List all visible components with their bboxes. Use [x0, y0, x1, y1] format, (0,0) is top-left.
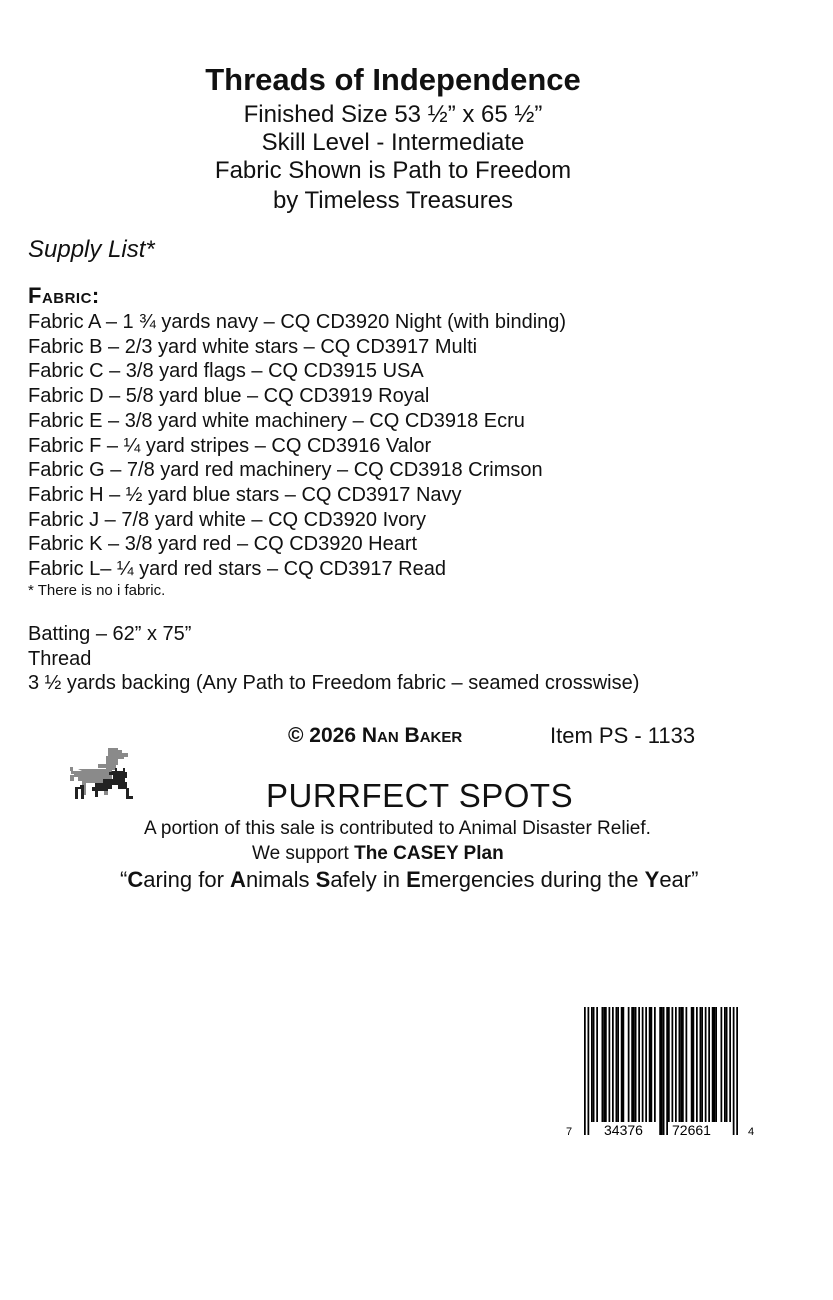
other-supplies-list — [28, 622, 639, 696]
barcode-bar — [649, 1007, 651, 1122]
barcode-bar — [663, 1007, 665, 1135]
barcode-digit-left: 7 — [566, 1126, 573, 1138]
barcode-bar — [736, 1007, 738, 1135]
pattern-title: Threads of Independence — [205, 62, 581, 97]
casey-text: nimals — [245, 867, 316, 892]
skill-level: Skill Level - Intermediate — [261, 129, 525, 156]
barcode-bar — [621, 1007, 623, 1122]
barcode-bar — [612, 1007, 614, 1122]
casey-text: afely in — [330, 867, 407, 892]
barcode-bar — [715, 1007, 717, 1122]
barcode-bar — [617, 1007, 619, 1122]
upc-barcode — [564, 1005, 759, 1140]
barcode-bar — [726, 1007, 728, 1122]
fabric-item: Fabric G – 7/8 yard red machinery – CQ CD3918 Crimson — [28, 459, 543, 482]
barcode-bar — [724, 1007, 726, 1122]
barcode-bar — [693, 1007, 695, 1122]
barcode-bar — [609, 1007, 611, 1122]
barcode-bar — [584, 1007, 586, 1135]
barcode-digits-group1: 34376 — [604, 1122, 643, 1138]
barcode-bar — [721, 1007, 723, 1122]
fabric-item: Fabric L– ¼ yard red stars – CQ CD3917 Read — [28, 558, 446, 581]
casey-text: ear” — [659, 867, 699, 892]
barcode-bar — [733, 1007, 735, 1135]
barcode-bar — [596, 1007, 598, 1122]
casey-text: “ — [120, 867, 128, 892]
fabric-item: Fabric J – 7/8 yard white – CQ CD3920 Ivory — [28, 508, 426, 531]
casey-text: aring for — [143, 867, 231, 892]
fabric-item: Fabric H – ½ yard blue stars – CQ CD3917 Navy — [28, 483, 462, 506]
barcode-bar — [714, 1007, 716, 1122]
barcode-bar — [712, 1007, 714, 1122]
barcode-bar — [659, 1007, 661, 1135]
fabric-item: Fabric E – 3/8 yard white machinery – CQ CD3918 Ecru — [28, 409, 525, 432]
barcode-bar — [591, 1007, 593, 1122]
barcode-bar — [729, 1007, 731, 1122]
fabric-item: Fabric D – 5/8 yard blue – CQ CD3919 Royal — [28, 385, 430, 408]
barcode-bar — [680, 1007, 682, 1122]
fabric-item: Fabric K – 3/8 yard red – CQ CD3920 Heart — [28, 533, 418, 556]
barcode-bar — [701, 1007, 703, 1122]
barcode-bar — [638, 1007, 640, 1122]
supply-list-heading: Supply List* — [28, 236, 155, 263]
barcode-bar — [631, 1007, 633, 1122]
barcode-bar — [593, 1007, 595, 1122]
casey-letter: C — [127, 867, 144, 892]
support-prefix: We support — [252, 843, 355, 864]
brand-name: PURRFECT SPOTS — [266, 777, 574, 814]
fabric-item: Fabric C – 3/8 yard flags – CQ CD3915 USA — [28, 360, 424, 383]
fabric-list — [28, 310, 566, 582]
finished-size: Finished Size 53 ½” x 65 ½” — [243, 101, 543, 128]
barcode-bars — [584, 1007, 738, 1135]
barcode-bar — [682, 1007, 684, 1122]
fabric-item: Fabric B – 2/3 yard white stars – CQ CD3917 Multi — [28, 335, 478, 358]
barcode-bar — [635, 1007, 637, 1122]
barcode-bar — [661, 1007, 663, 1135]
barcode-bar — [645, 1007, 647, 1122]
barcode-bar — [679, 1007, 681, 1122]
barcode-bar — [654, 1007, 656, 1122]
barcode-bar — [708, 1007, 710, 1122]
barcode-bar — [672, 1007, 674, 1122]
barcode-bar — [588, 1007, 590, 1135]
barcode-bar — [605, 1007, 607, 1122]
fabric-item: Fabric F – ¼ yard stripes – CQ CD3916 Valor — [28, 434, 432, 457]
charity-note: A portion of this sale is contributed to Animal Disaster Relief. — [144, 818, 651, 839]
fabric-by-line: by Timeless Treasures — [272, 187, 514, 214]
fabric-heading: Fabric: — [28, 283, 100, 308]
casey-letter: S — [315, 867, 331, 892]
barcode-bar — [623, 1007, 625, 1122]
casey-acronym-tagline — [120, 867, 698, 893]
barcode-bar — [642, 1007, 644, 1122]
copyright-notice: © 2026 Nan Baker — [288, 724, 463, 747]
backing-item: 3 ½ yards backing (Any Path to Freedom fabric – seamed crosswise) — [28, 672, 640, 694]
casey-text: mergencies during the — [420, 867, 645, 892]
fabric-item: Fabric A – 1 ¾ yards navy – CQ CD3920 Night (with binding) — [28, 311, 567, 333]
support-line — [252, 843, 504, 865]
barcode-bar — [651, 1007, 653, 1122]
barcode-bar — [603, 1007, 605, 1122]
barcode-bar — [668, 1007, 670, 1122]
barcode-bar — [616, 1007, 618, 1122]
fabric-shown: Fabric Shown is Path to Freedom — [214, 157, 572, 184]
barcode-bar — [691, 1007, 693, 1122]
barcode-digit-right: 4 — [748, 1126, 755, 1138]
thread-item: Thread — [28, 647, 92, 670]
barcode-bar — [628, 1007, 630, 1122]
barcode-bar — [686, 1007, 688, 1122]
barcode-digits-group2: 72661 — [672, 1122, 711, 1138]
casey-plan-name: The CASEY Plan — [354, 843, 504, 864]
item-number: Item PS - 1133 — [550, 723, 696, 748]
barcode-bar — [705, 1007, 707, 1122]
casey-letter: A — [230, 867, 246, 892]
casey-letter: E — [406, 867, 421, 892]
barcode-bar — [602, 1007, 604, 1122]
casey-letter: Y — [644, 867, 660, 892]
barcode-bar — [666, 1007, 668, 1135]
dog-and-cat-silhouette-icon — [64, 745, 134, 803]
barcode-bar — [633, 1007, 635, 1122]
barcode-bar — [700, 1007, 702, 1122]
barcode-bar — [675, 1007, 677, 1122]
fabric-footnote: * There is no i fabric. — [28, 582, 166, 599]
barcode-bar — [696, 1007, 698, 1122]
batting-item: Batting – 62” x 75” — [28, 623, 192, 645]
